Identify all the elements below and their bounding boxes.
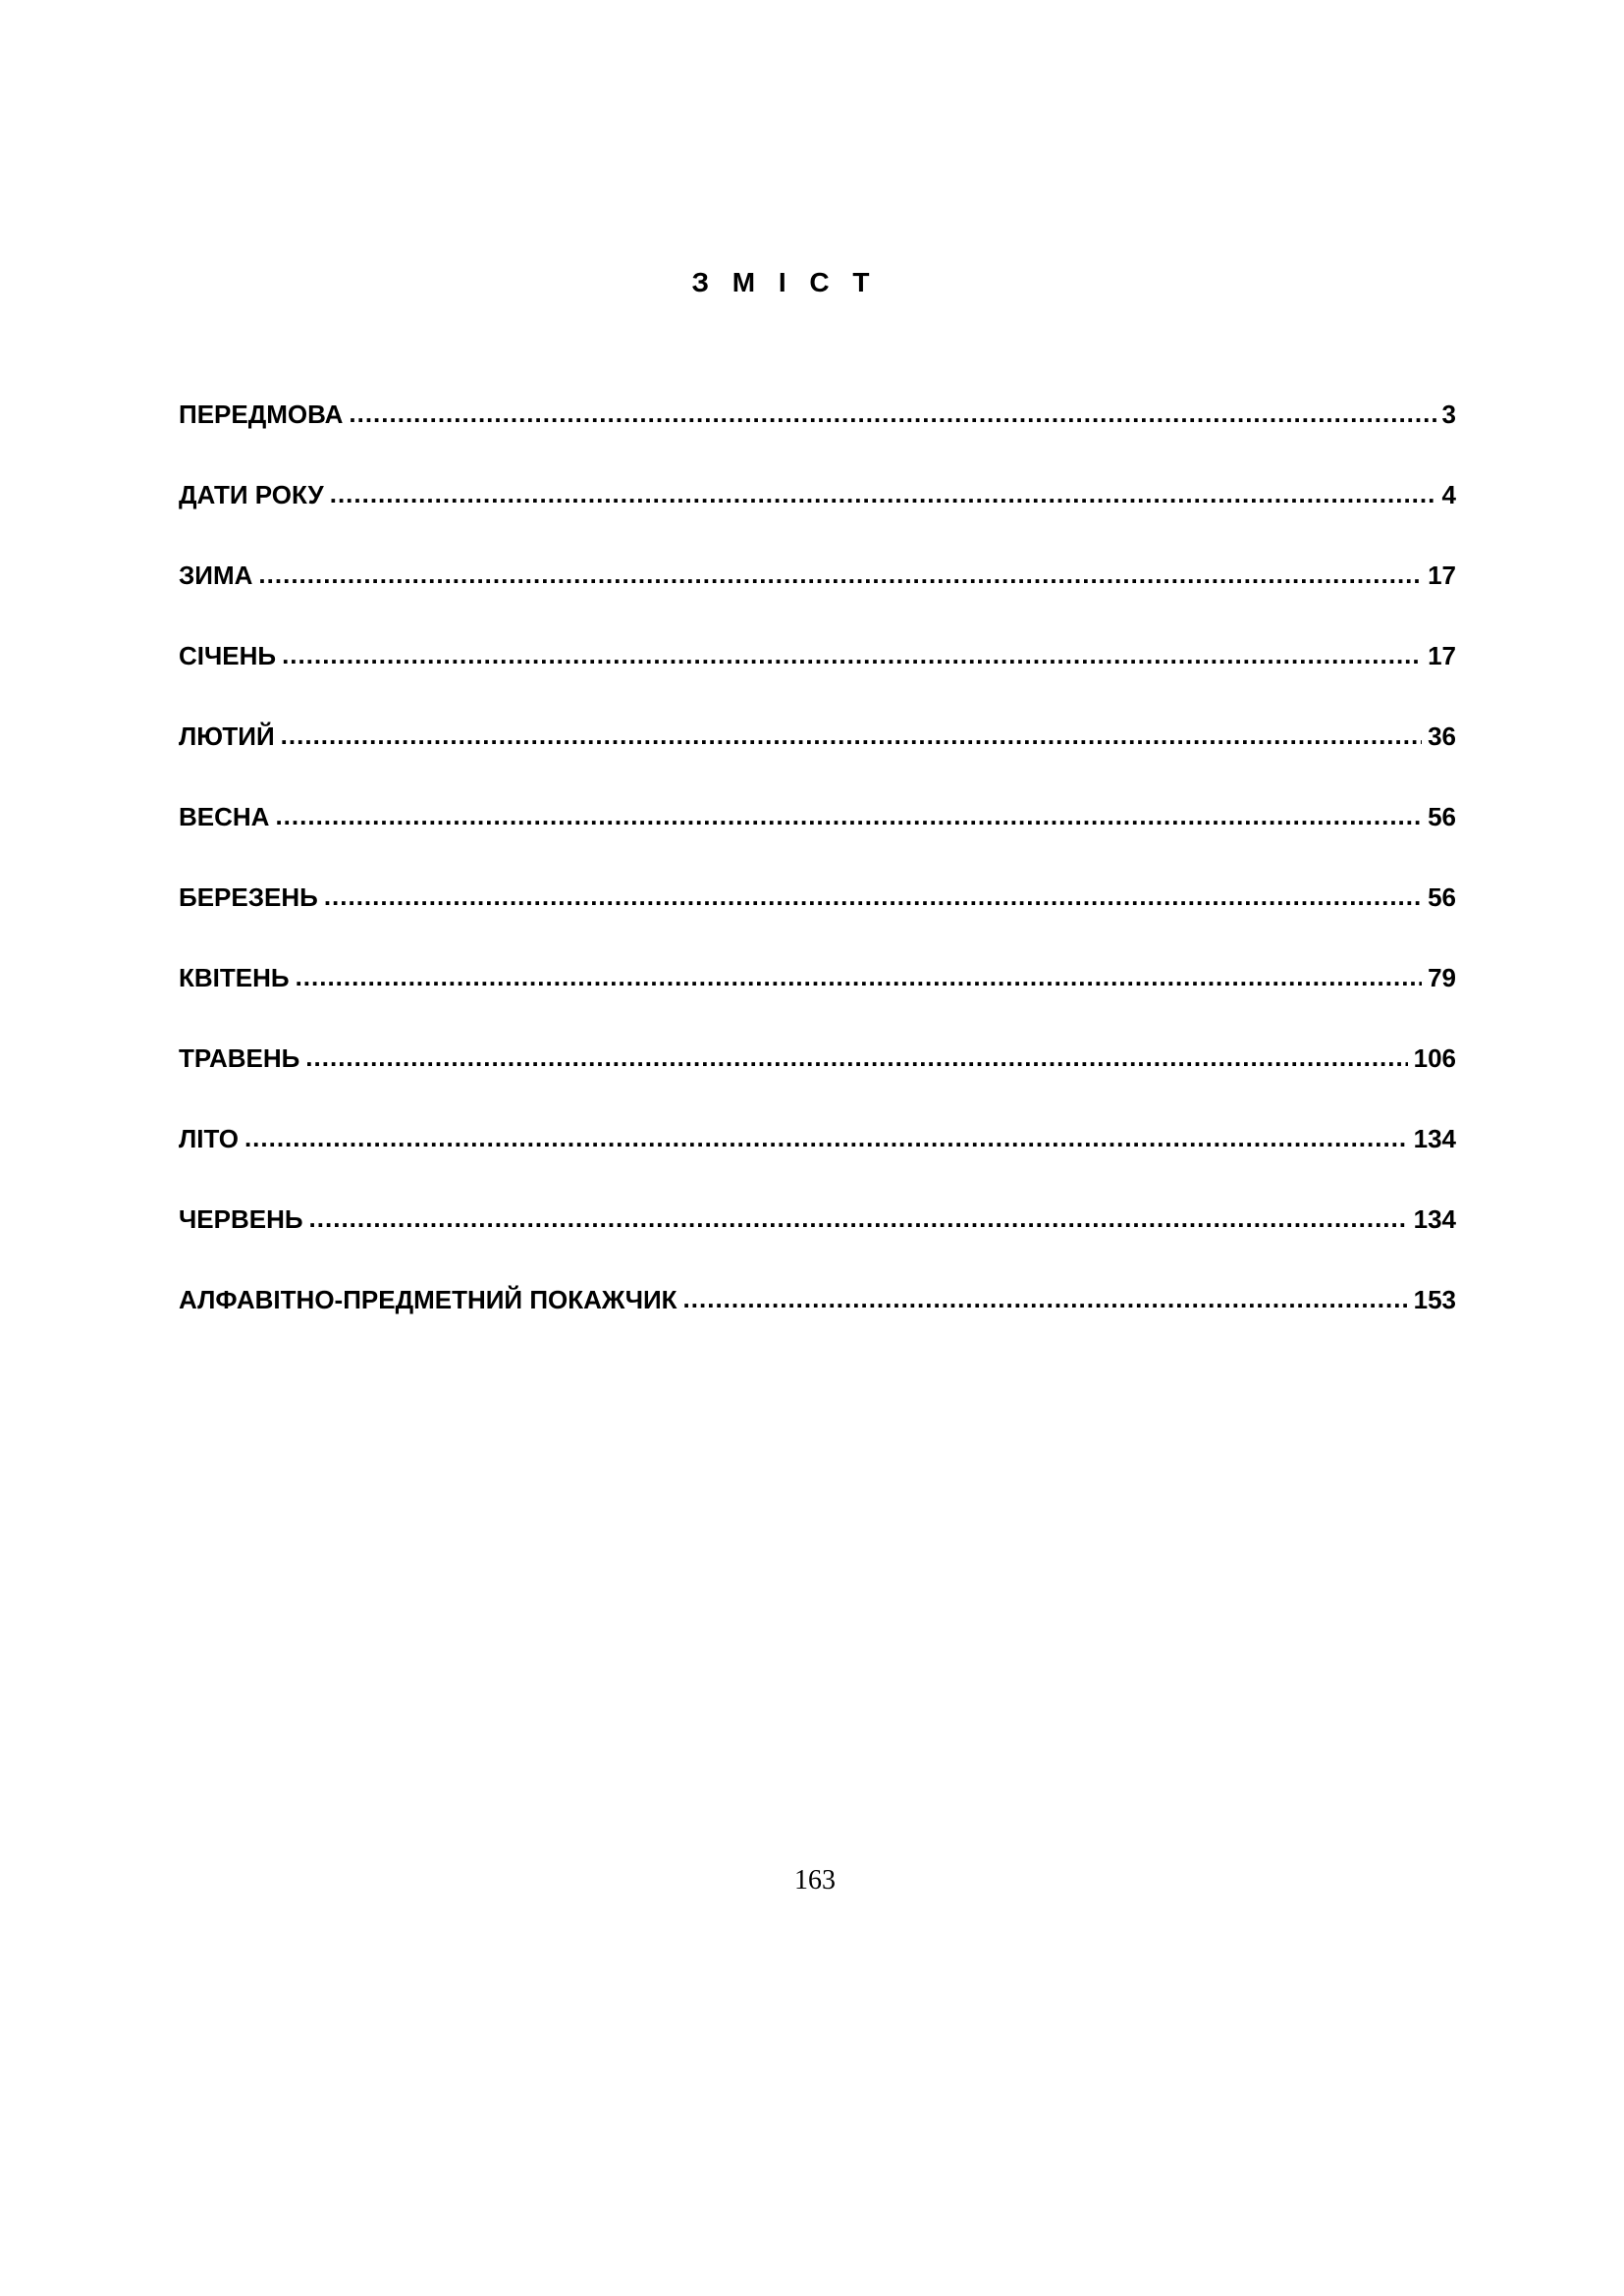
dot-leader: [275, 796, 1422, 835]
toc-entry-label: ЗИМА: [179, 561, 253, 590]
toc-entry-page: 134: [1413, 1204, 1456, 1234]
dot-leader: [324, 877, 1422, 916]
dot-leader: [309, 1199, 1408, 1238]
dot-leader: [305, 1038, 1407, 1077]
toc-entry[interactable]: [179, 636, 1456, 717]
toc-entry-label: ВЕСНА: [179, 802, 270, 831]
dot-leader: [258, 555, 1422, 594]
toc-entry-label: ЧЕРВЕНЬ: [179, 1204, 303, 1234]
dot-leader: [683, 1279, 1408, 1318]
toc-entry-label: ЛІТО: [179, 1124, 239, 1153]
dot-leader: [281, 716, 1422, 755]
toc-entry[interactable]: [179, 1119, 1456, 1200]
toc-entry[interactable]: [179, 1039, 1456, 1119]
toc-entry-label: КВІТЕНЬ: [179, 963, 290, 992]
dot-leader: [349, 394, 1435, 433]
page-title: З М І С Т: [691, 267, 878, 297]
toc-entry[interactable]: [179, 878, 1456, 958]
toc-entry[interactable]: [179, 395, 1456, 475]
dot-leader: [244, 1118, 1408, 1157]
toc-entry-label: ТРАВЕНЬ: [179, 1043, 300, 1073]
toc-entry-label: СІЧЕНЬ: [179, 641, 277, 670]
toc-entry-page: 17: [1428, 561, 1456, 590]
toc-entry[interactable]: [179, 1200, 1456, 1280]
toc-entry-page: 4: [1441, 480, 1456, 509]
toc-entry-page: 56: [1428, 802, 1456, 831]
toc-entry[interactable]: [179, 717, 1456, 797]
toc-entry-page: 134: [1413, 1124, 1456, 1153]
toc-entry-page: 106: [1413, 1043, 1456, 1073]
toc-entry-page: 3: [1441, 400, 1456, 429]
table-of-contents: [179, 395, 1456, 1361]
toc-entry-page: 17: [1428, 641, 1456, 670]
toc-entry-page: 153: [1413, 1285, 1456, 1314]
page-number: 163: [794, 1865, 836, 1896]
dot-leader: [296, 957, 1423, 996]
toc-entry[interactable]: [179, 556, 1456, 636]
toc-entry[interactable]: [179, 958, 1456, 1039]
toc-entry-label: ДАТИ РОКУ: [179, 480, 324, 509]
toc-entry-label: ПЕРЕДМОВА: [179, 400, 344, 429]
dot-leader: [282, 635, 1422, 674]
toc-entry-label: БЕРЕЗЕНЬ: [179, 882, 318, 912]
toc-entry[interactable]: [179, 797, 1456, 878]
toc-entry[interactable]: [179, 475, 1456, 556]
toc-entry-page: 56: [1428, 882, 1456, 912]
toc-entry-page: 79: [1428, 963, 1456, 992]
toc-entry-label: ЛЮТИЙ: [179, 721, 275, 751]
dot-leader: [330, 474, 1436, 513]
toc-entry-page: 36: [1428, 721, 1456, 751]
toc-entry-label: АЛФАВІТНО-ПРЕДМЕТНИЙ ПОКАЖЧИК: [179, 1285, 677, 1314]
toc-entry[interactable]: [179, 1280, 1456, 1361]
